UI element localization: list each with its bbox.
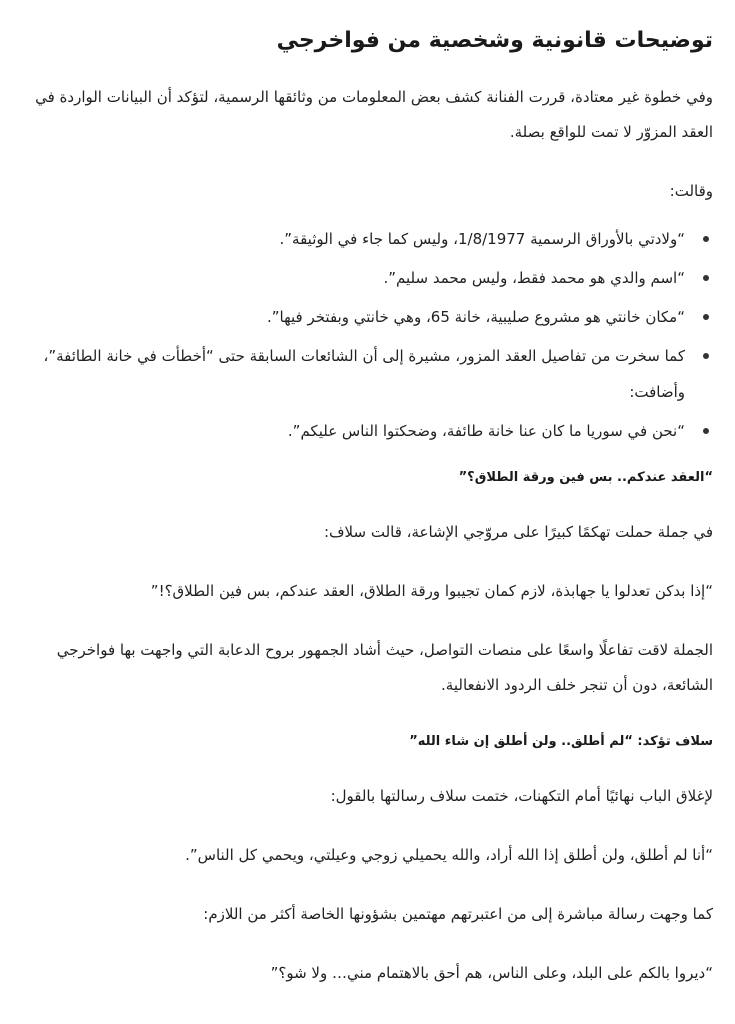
paragraph-closing-intro: لإغلاق الباب نهائيًا أمام التكهنات، ختمت سلاف رسالتها بالقول:: [330, 787, 713, 805]
list-item: كما سخرت من تفاصيل العقد المزور، مشيرة إلى أن الشائعات السابقة حتى “أخطأت في خانة الطائفة”، وأضافت:: [24, 338, 713, 410]
section-heading-not-divorced: سلاف تؤكد: “لم أطلق.. ولن أطلق إن شاء الله”: [409, 734, 713, 749]
list-item: “نحن في سوريا ما كان عنا خانة طائفة، وضحكتوا الناس عليكم”.: [24, 413, 713, 449]
statement-list: [24, 221, 713, 449]
quote-not-divorced: “أنا لم أطلق، ولن أطلق إذا الله أراد، والله يحميلي زوجي وعيلتي، ويحمي كل الناس”.: [185, 846, 713, 864]
paragraph-sarcasm: في جملة حملت تهكمًا كبيرًا على مروّجي الإشاعة، قالت سلاف:: [323, 523, 713, 541]
intro-paragraph: وفي خطوة غير معتادة، قررت الفنانة كشف بعض المعلومات من وثائقها الرسمية، لتؤكد أن البيانات الواردة في العقد المزوّر لا تمت للواقع بصلة.: [35, 88, 713, 141]
quote-final: “ديروا بالكم على البلد، وعلى الناس، هم أحق بالاهتمام مني… ولا شو؟”: [270, 964, 713, 982]
section-heading-contract: “العقد عندكم.. بس فين ورقة الطلاق؟”: [458, 470, 713, 485]
list-item: “اسم والدي هو محمد فقط، وليس محمد سليم”.: [24, 260, 713, 296]
list-item: “ولادتي بالأوراق الرسمية 1/8/1977، وليس كما جاء في الوثيقة”.: [24, 221, 713, 257]
list-item: “مكان خانتي هو مشروع صليبية، خانة 65، وهي خانتي وبفتخر فيها”.: [24, 299, 713, 335]
paragraph-reaction: الجملة لاقت تفاعلًا واسعًا على منصات التواصل، حيث أشاد الجمهور بروح الدعابة التي واجهت بها فواخرجي الشائعة، دون أن تنجر خلف الردود الانفعالية.: [56, 641, 713, 694]
said-label: وقالت:: [669, 182, 713, 200]
article-title: توضيحات قانونية وشخصية من فواخرجي: [276, 28, 713, 53]
quote-divorce-paper: “إذا بدكن تعدلوا يا جهابذة، لازم كمان تجيبوا ورقة الطلاق، العقد عندكم، بس فين الطلاق؟!”: [150, 582, 713, 600]
paragraph-direct-message: كما وجهت رسالة مباشرة إلى من اعتبرتهم مهتمين بشؤونها الخاصة أكثر من اللازم:: [203, 905, 713, 923]
